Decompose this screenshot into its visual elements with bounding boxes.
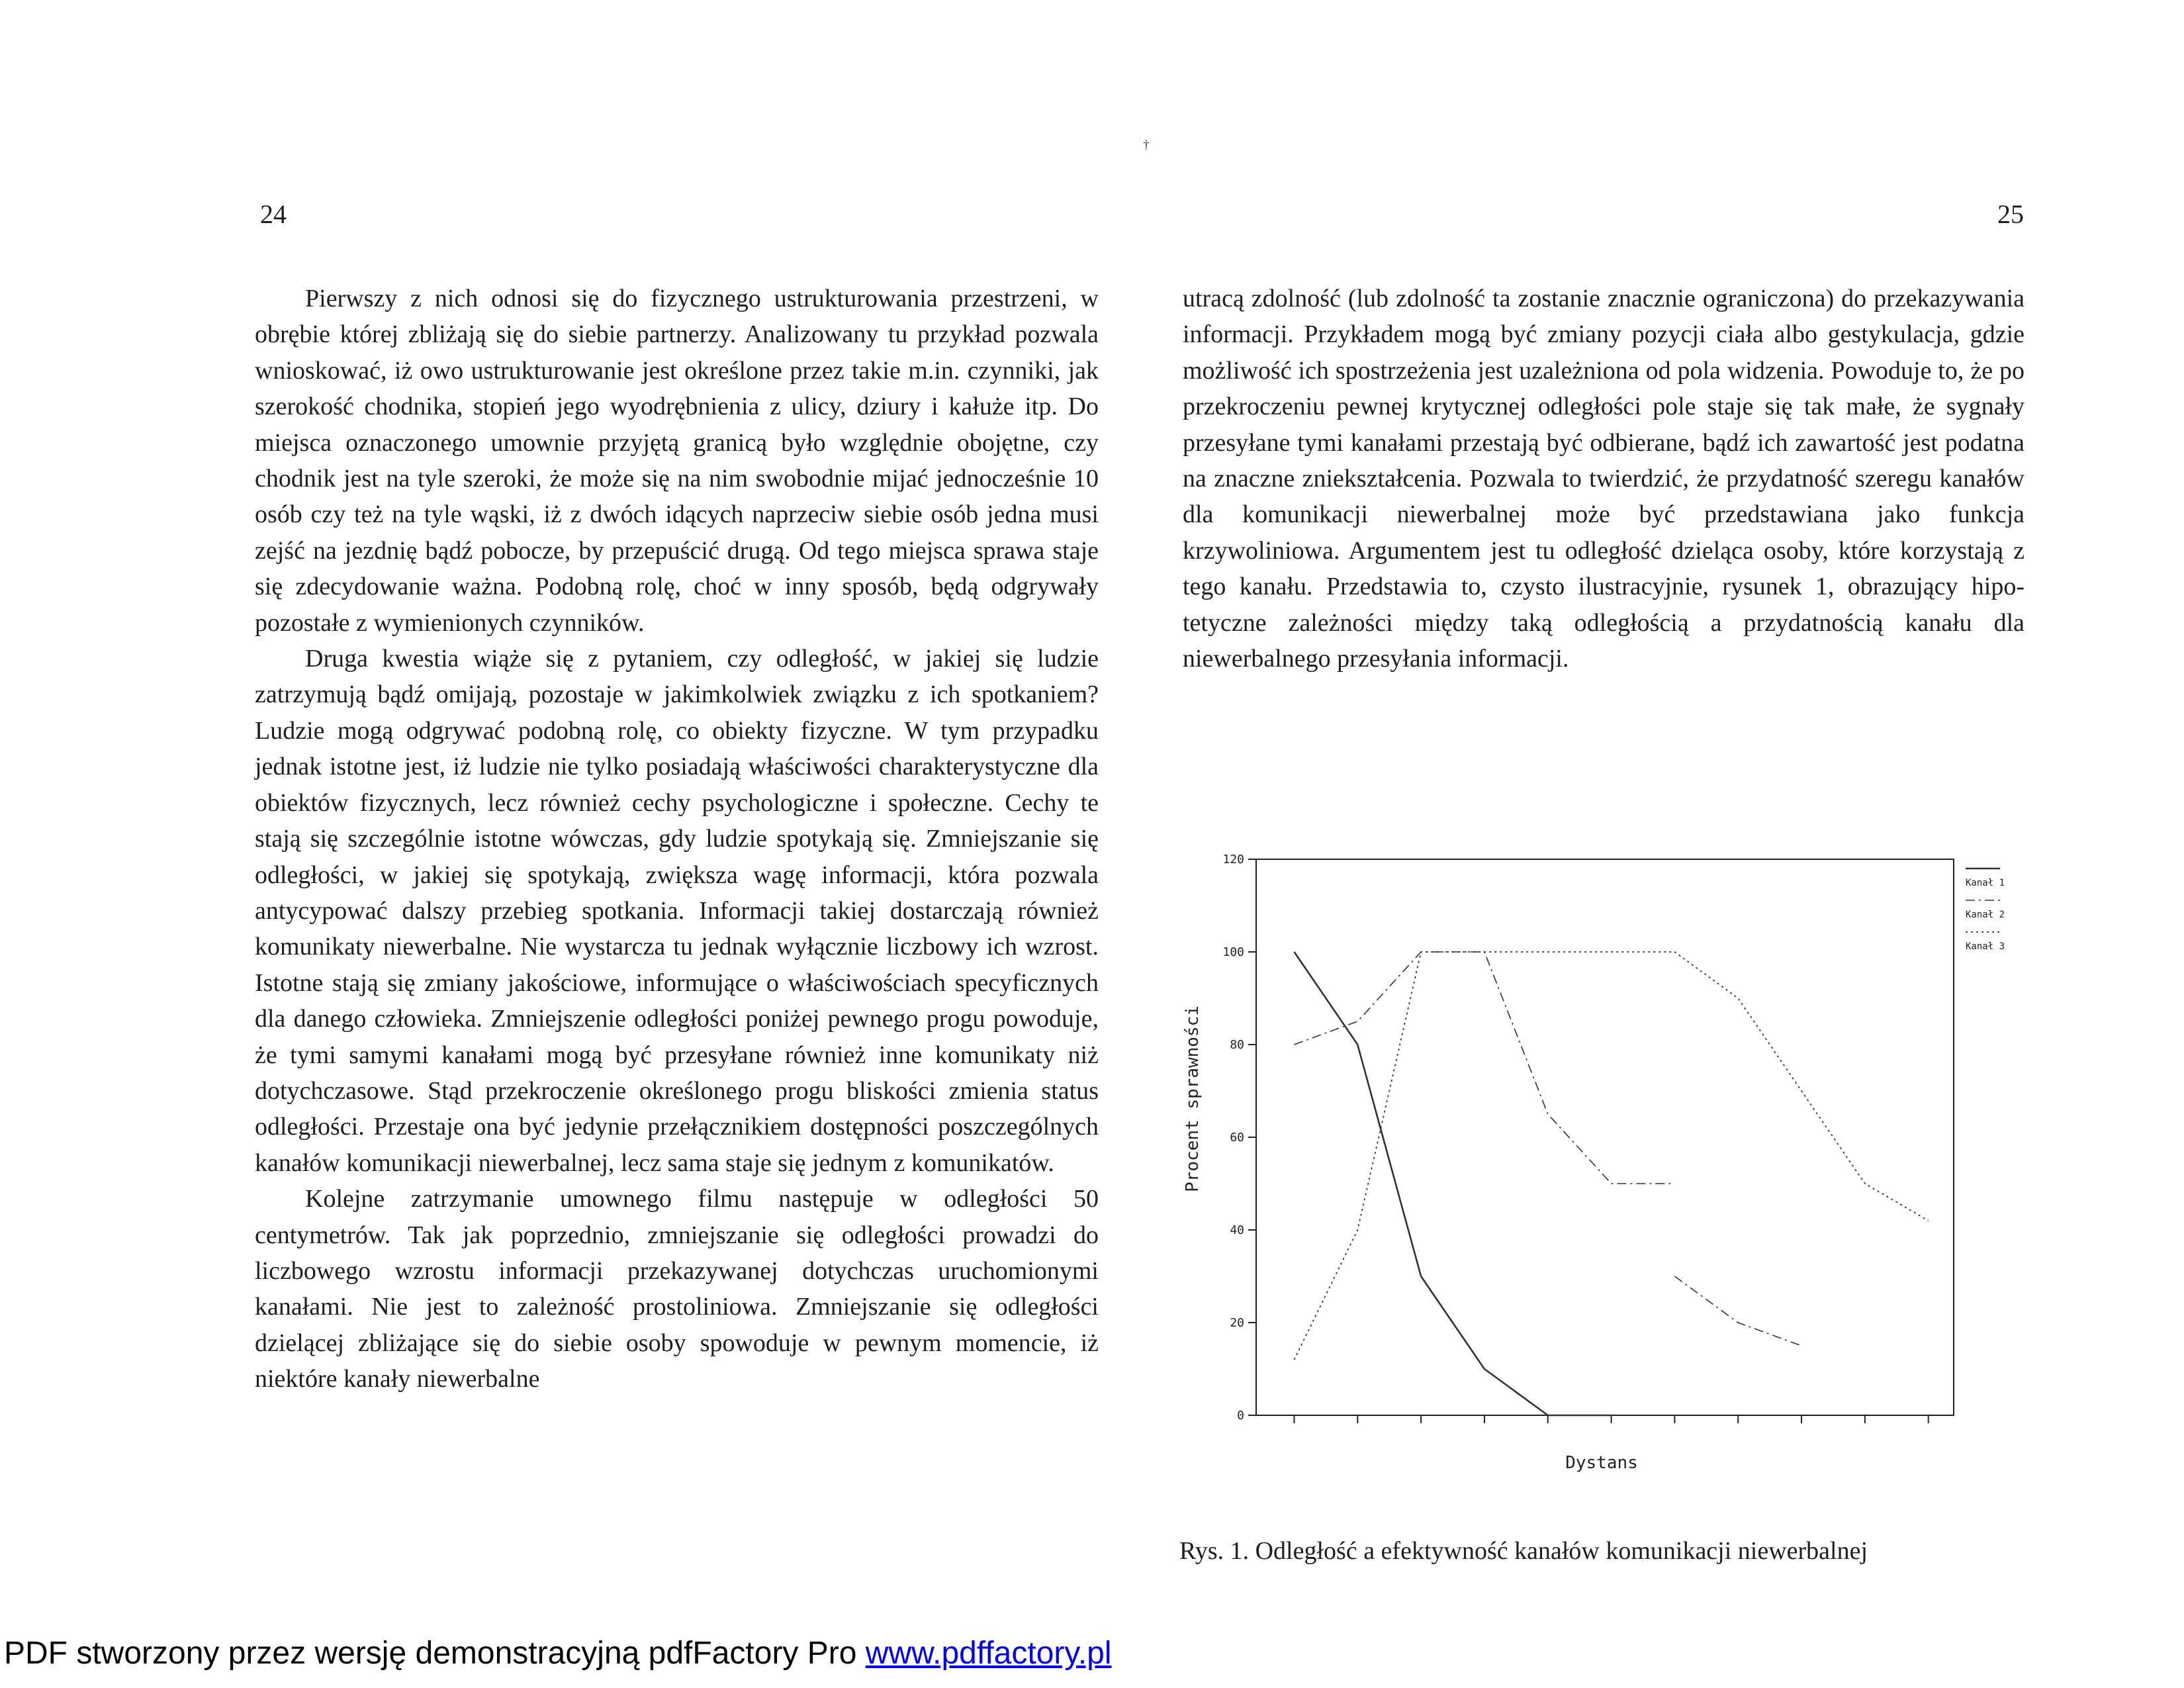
y-tick-label: 20 — [1230, 1316, 1244, 1330]
legend-entry-3: Kanał 3 — [1966, 941, 2005, 952]
series-line-4 — [1674, 1276, 1801, 1346]
footer-text: PDF stworzony przez wersję demonstracyjną pdfFactory Pro — [4, 1636, 866, 1671]
scan-artifact: † — [1143, 138, 1150, 152]
left-page-body — [255, 281, 1099, 1397]
y-tick-label: 120 — [1222, 853, 1244, 867]
y-tick-label: 80 — [1230, 1038, 1244, 1052]
right-page-body — [1183, 281, 2025, 677]
x-axis-label: Dystans — [1565, 1453, 1638, 1473]
legend-entry-1: Kanał 1 — [1966, 878, 2005, 888]
paragraph-3: Kolejne zatrzymanie umownego filmu następuje w odległości 50 centymetrów. Tak jak poprzednio, zmniejszanie się odległości prowadzi do liczbowego wzrostu informacji przekazywanej dotychczas uruchomionymi kanałami. Nie jest to zależność prostoliniowa. Zmniejszanie się odległości dzielącej zbliżające się do siebie osoby spowoduje w pewnym momencie, iż niektóre kanały niewerbalne — [255, 1185, 1099, 1393]
plot-frame — [1256, 859, 1954, 1415]
left-page-number: 24 — [260, 199, 287, 229]
figure-caption: Rys. 1. Odległość a efektywność kanałów komunikacji niewerbalnej — [1179, 1537, 1868, 1565]
y-tick-label: 0 — [1237, 1409, 1244, 1423]
legend-entry-2: Kanał 2 — [1966, 910, 2005, 920]
series-line-1 — [1295, 952, 1612, 1415]
series-line-2 — [1295, 952, 1675, 1184]
y-tick-label: 60 — [1230, 1131, 1244, 1145]
figure-1-chart — [1171, 841, 2032, 1489]
right-page-number: 25 — [1997, 199, 2024, 229]
paragraph-1: Pierwszy z nich odnosi się do fizycznego ustrukturowania przestrzeni, w obrębie której zbliżają się do siebie partnerzy. Analizowany tu przykład pozwala wnioskować, iż owo ustrukturowanie jest określone przez takie m.in. czynniki, jak szerokość chodnika, stopień jego wyodrębnienia z ulicy, dziury i kałuże itp. Do miejsca oznaczonego umownie przyjętą granicą było względnie obojętne, czy chodnik jest na tyle szeroki, że może się na nim swobodnie mijać jednocześnie 10 osób czy też na tyle wąski, iż z dwóch idących naprzeciw siebie osób jedna musi zejść na jezdnię bądź pobocze, by przepuścić drugą. Od tego miejsca sprawa staje się zdecydowanie ważna. Podobną rolę, choć w inny sposób, będą odgrywały pozostałe z wymienionych czynników. — [255, 285, 1099, 637]
paragraph-continued: utracą zdolność (lub zdolność ta zostanie znacznie ograniczona) do przekazywania informacji. Przykładem mogą być zmiany pozycji ciała albo gestykulacja, gdzie możliwość ich spostrzeżenia jest uzależniona od pola widzenia. Powoduje to, że po przekroczeniu pewnej krytycznej odległości pole staje się tak małe, że sygnały przesyłane tymi kanałami przestają być odbierane, bądź ich zawartość jest podatna na znaczne zniekształcenia. Pozwala to twierdzić, że przydatność szeregu kanałów dla komunikacji niewerbalnej może być przedstawiana jako funkcja krzywoliniowa. Argumentem jest tu odległość dzieląca osoby, które korzystają z tego kanału. Przedstawia to, czysto ilustracyjnie, rysunek 1, obrazujący hipotetyczne zależności między taką odległością a przydatnością kanału dla niewerbalnego przesyłania informacji. — [1183, 285, 2025, 673]
series-line-3 — [1295, 952, 1929, 1360]
y-axis-label: Procent sprawności — [1183, 1006, 1203, 1192]
y-tick-label: 40 — [1230, 1223, 1244, 1237]
paragraph-2: Druga kwestia wiąże się z pytaniem, czy odległość, w jakiej się ludzie zatrzymują bądź omijają, pozostaje w jakimkolwiek związku z ich spotkaniem? Ludzie mogą odgrywać podobną rolę, co obiekty fizyczne. W tym przypadku jednak istotne jest, iż ludzie nie tylko posiadają właściwości charakterystyczne dla obiektów fizycznych, lecz również cechy psychologiczne i społeczne. Cechy te stają się szczególnie istotne wówczas, gdy ludzie spotykają się. Zmniejszanie się odległości, w jakiej się spotykają, zwiększa wagę informacji, która pozwala antycypować dalszy przebieg spotkania. Informacji takiej dostarczają również komunikaty niewerbalne. Nie wystarcza tu jednak wyłącznie liczbowy ich wzrost. Istotne stają się zmiany jakościowe, informujące o właściwościach specyficznych dla danego człowieka. Zmniejszenie odległości poniżej pewnego progu powoduje, że tymi samymi kanałami mogą być przesyłane również inne komunikaty niż dotychczasowe. Stąd przekroczenie określonego progu bliskości zmienia status odległości. Przestaje ona być jedynie przełącznikiem dostępności poszczególnych kanałów komunikacji niewerbalnej, lecz sama staje się jednym z komunikatów. — [255, 645, 1099, 1177]
footer-link[interactable]: www.pdffactory.pl — [865, 1636, 1112, 1671]
y-tick-label: 100 — [1222, 945, 1244, 959]
pdf-footer — [4, 1635, 1112, 1671]
